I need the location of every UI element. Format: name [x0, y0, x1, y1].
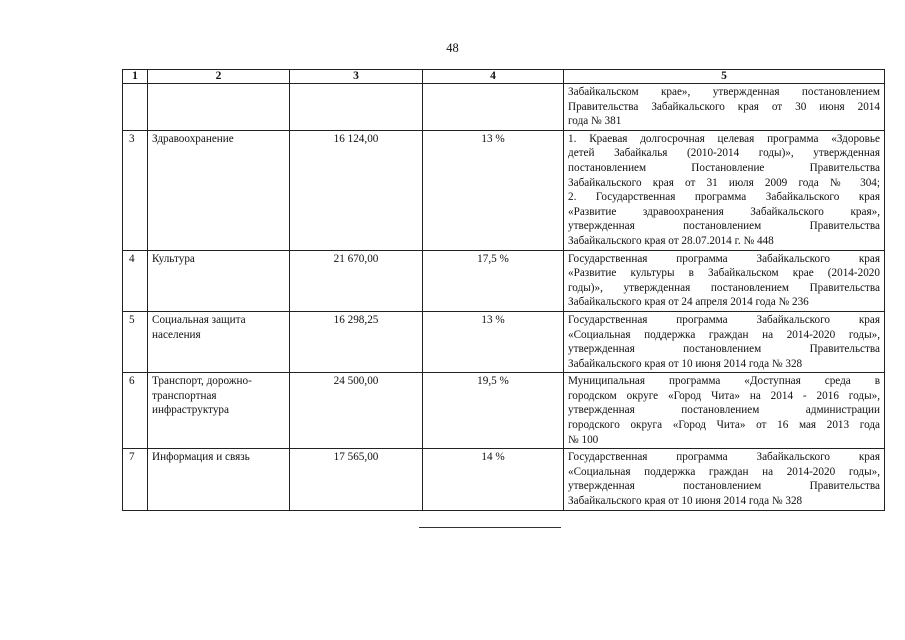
- program-line: детей Забайкалья (2010-2014 годы)», утвержденная: [568, 147, 880, 160]
- percent-cell: [423, 84, 564, 131]
- program-line: Правительства Забайкальского края от 30 июня 2014: [568, 100, 880, 113]
- row-number-cell: 3: [123, 130, 148, 250]
- amount-cell: 16 124,00: [290, 130, 423, 250]
- amount-cell: 17 565,00: [290, 449, 423, 510]
- program-line: Государственная программа Забайкальского края: [568, 252, 880, 265]
- program-line: Государственная программа Забайкальского края: [568, 451, 880, 464]
- program-line: Забайкальского края от 10 июня 2014 года № 328: [568, 495, 803, 508]
- percent-cell: 19,5 %: [423, 373, 564, 449]
- percent-cell: 14 %: [423, 449, 564, 510]
- budget-programs-table: [122, 69, 885, 511]
- header-col-2: 2: [148, 70, 290, 84]
- table-header-row: [123, 70, 885, 84]
- header-col-4: 4: [423, 70, 564, 84]
- percent-cell: 17,5 %: [423, 250, 564, 311]
- sector-cell: [148, 311, 290, 372]
- sector-line: Социальная защита: [152, 313, 246, 326]
- program-line: утвержденная постановлением Правительства: [568, 343, 880, 356]
- table-row: [123, 449, 885, 510]
- row-number-cell: 4: [123, 250, 148, 311]
- amount-cell: 24 500,00: [290, 373, 423, 449]
- program-line: 2. Государственная программа Забайкальского края: [568, 191, 880, 204]
- program-line: Государственная программа Забайкальского края: [568, 313, 880, 326]
- sector-cell: [148, 449, 290, 510]
- program-line: годы)», утвержденная постановлением Правительства: [568, 281, 880, 294]
- program-line: утвержденная постановлением Правительства: [568, 220, 880, 233]
- program-line: Муниципальная программа «Доступная среда в: [568, 375, 880, 388]
- sector-cell: [148, 130, 290, 250]
- program-line: постановлением Постановление Правительства: [568, 161, 880, 174]
- program-line: утвержденная постановлением Правительства: [568, 480, 880, 493]
- program-line: Забайкальского края от 28.07.2014 г. № 448: [568, 234, 774, 247]
- footer-divider: [419, 527, 561, 528]
- percent-cell: 13 %: [423, 130, 564, 250]
- sector-line: инфраструктура: [152, 404, 229, 417]
- program-cell: [564, 130, 885, 250]
- program-line: городского округа «Город Чита» от 16 мая 2013 года: [568, 419, 880, 432]
- row-number-cell: 7: [123, 449, 148, 510]
- sector-cell: [148, 84, 290, 131]
- table-row: [123, 130, 885, 250]
- amount-cell: 21 670,00: [290, 250, 423, 311]
- sector-line: Информация и связь: [152, 451, 250, 464]
- header-col-1: 1: [123, 70, 148, 84]
- page-number: 48: [446, 41, 459, 55]
- header-col-3: 3: [290, 70, 423, 84]
- program-line: «Социальная поддержка граждан на 2014-2020 годы»,: [568, 465, 880, 478]
- program-cell: [564, 373, 885, 449]
- program-line: Забайкальского края от 31 июля 2009 года № 304;: [568, 176, 880, 189]
- table-row: [123, 311, 885, 372]
- sector-line: Культура: [152, 252, 195, 265]
- program-cell: [564, 250, 885, 311]
- program-cell: [564, 449, 885, 510]
- program-line: Забайкальском крае», утвержденная постановлением: [568, 86, 880, 98]
- program-line: 1. Краевая долгосрочная целевая программа «Здоровье: [568, 132, 880, 145]
- table-row: [123, 373, 885, 449]
- program-cell: [564, 311, 885, 372]
- table-row: [123, 84, 885, 131]
- header-col-5: 5: [564, 70, 885, 84]
- program-line: утвержденная постановлением администрации: [568, 404, 880, 417]
- program-line: года № 381: [568, 115, 622, 128]
- program-line: Забайкальского края от 10 июня 2014 года № 328: [568, 357, 803, 370]
- sector-line: транспортная: [152, 389, 217, 402]
- program-line: городском округе «Город Чита» на 2014 - 2016 годы»,: [568, 389, 880, 402]
- table-row: [123, 250, 885, 311]
- program-line: Забайкальского края от 24 апреля 2014 года № 236: [568, 296, 809, 309]
- sector-cell: [148, 373, 290, 449]
- sector-line: Транспорт, дорожно-: [152, 375, 252, 388]
- program-cell: [564, 84, 885, 131]
- row-number-cell: 5: [123, 311, 148, 372]
- program-line: «Социальная поддержка граждан на 2014-2020 годы»,: [568, 328, 880, 341]
- sector-line: Здравоохранение: [152, 132, 234, 145]
- amount-cell: 16 298,25: [290, 311, 423, 372]
- amount-cell: [290, 84, 423, 131]
- row-number-cell: 6: [123, 373, 148, 449]
- sector-line: населения: [152, 328, 201, 341]
- percent-cell: 13 %: [423, 311, 564, 372]
- row-number-cell: [123, 84, 148, 131]
- sector-cell: [148, 250, 290, 311]
- program-line: «Развитие здравоохранения Забайкальского края»,: [568, 205, 880, 218]
- program-line: № 100: [568, 433, 599, 446]
- program-line: «Развитие культуры в Забайкальском крае (2014-2020: [568, 267, 880, 280]
